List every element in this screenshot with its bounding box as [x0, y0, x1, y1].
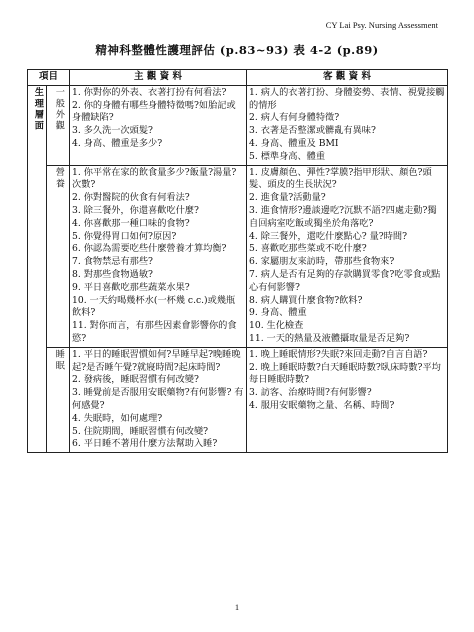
category-cell — [28, 85, 47, 452]
column-header-objective: 客 觀 資 料 — [247, 70, 448, 86]
list-item: 1. 你平常在家的飲食量多少?飯量?湯量?次數? — [72, 166, 237, 191]
list-item: 6. 你認為需要吃些什麼營養才算均衡? — [72, 243, 227, 255]
list-item: 3. 訪客、治療時間?有何影響? — [249, 387, 372, 399]
section-label: 營養 — [53, 166, 65, 189]
list-item: 2. 進食量?活動量? — [249, 192, 326, 204]
section-label-cell — [47, 85, 70, 165]
list-item: 11. 對你而言，有那些因素會影響你的食慾? — [72, 320, 237, 344]
list-item: 3. 多久洗一次頭髮? — [72, 125, 153, 137]
subjective-list — [72, 87, 244, 151]
page-number: 1 — [234, 602, 240, 612]
list-item: 2. 晚上睡眠時數?白天睡眠時數?臥床時數?平均每日睡眠時數? — [249, 361, 441, 386]
list-item: 7. 病人是否有足夠的存款購買零食?吃零食或點心有何影響? — [249, 268, 441, 293]
table-header-row — [28, 70, 448, 86]
page-title: 精神科整體性護理評估 (p.83~93) 表 4-2 (p.89) — [95, 43, 379, 57]
list-item: 11. 一天的熱量及液體攝取量是否足夠? — [249, 332, 410, 344]
list-item: 2. 發病後，睡眠習慣有何改變? — [72, 374, 199, 386]
list-item: 2. 你對醫院的伙食有何看法? — [72, 192, 190, 204]
category-label: 生理層面 — [32, 86, 44, 132]
table-row — [28, 85, 448, 165]
column-header-subjective: 主 觀 資 料 — [70, 70, 247, 86]
list-item: 4. 你喜歡那一種口味的食物? — [72, 217, 190, 229]
list-item: 4. 身高、體重是多少? — [72, 137, 163, 149]
subjective-list — [72, 167, 244, 346]
list-item: 4. 身高、體重及 BMI — [249, 137, 339, 149]
objective-list — [249, 167, 445, 346]
objective-cell — [247, 85, 448, 165]
section-label-cell — [47, 165, 70, 347]
list-item: 5. 住院期間，睡眠習慣有何改變? — [72, 425, 209, 437]
table-row — [28, 347, 448, 452]
list-item: 10. 生化檢查 — [249, 320, 304, 332]
list-item: 1. 晚上睡眠情形?失眠?來回走動?自言自語? — [249, 348, 428, 360]
section-label: 一般外觀 — [53, 86, 65, 132]
subjective-list — [72, 349, 244, 451]
list-item: 8. 對那些食物過敏? — [72, 268, 153, 280]
running-header: CY Lai Psy. Nursing Assessment — [325, 20, 438, 30]
objective-cell — [247, 347, 448, 452]
list-item: 1. 你對你的外表、衣著打扮有何看法? — [72, 86, 227, 98]
column-header-item: 項目 — [28, 70, 70, 86]
list-item: 6. 家屬朋友來訪時，帶那些食物來? — [249, 256, 395, 268]
list-item: 5. 喜歡吃那些菜或不吃什麼? — [249, 243, 367, 255]
list-item: 10. 一天約喝幾杯水(一杯幾 c.c.)或幾瓶飲料? — [72, 294, 236, 319]
section-label-cell — [47, 347, 70, 452]
list-item: 3. 進食情形?邊談邊吃?沉默不語?四處走動?獨自回病室吃飯或獨坐於角落吃? — [249, 204, 437, 229]
objective-list — [249, 87, 445, 164]
objective-cell — [247, 165, 448, 347]
list-item: 8. 病人購買什麼食物?飲料? — [249, 294, 363, 306]
subjective-cell — [70, 85, 247, 165]
table-row — [28, 165, 448, 347]
list-item: 6. 平日睡不著用什麼方法幫助入睡? — [72, 438, 218, 450]
list-item: 1. 皮膚顏色、彈性?掌膜?指甲形狀、顏色?頭髮、頭皮的生長狀況? — [249, 166, 432, 191]
subjective-cell — [70, 165, 247, 347]
list-item: 4. 失眠時，如何處理? — [72, 412, 163, 424]
list-item: 4. 服用安眠藥物之量、名稱、時間? — [249, 399, 395, 411]
section-label: 睡眠 — [53, 348, 65, 372]
list-item: 9. 身高、體重 — [249, 307, 307, 319]
list-item: 1. 病人的衣著打扮、身體姿勢、表情、視覺接觸的情形 — [249, 86, 445, 111]
list-item: 3. 睡覺前是否服用安眠藥物?有何影響? 有何感覺? — [72, 387, 244, 411]
list-item: 3. 除三餐外，你還喜歡吃什麼? — [72, 204, 199, 216]
list-item: 9. 平日喜歡吃那些蔬菜水果? — [72, 281, 190, 293]
subjective-cell — [70, 347, 247, 452]
list-item: 3. 衣著是否整潔或髒亂有異味? — [249, 125, 376, 137]
list-item: 4. 除三餐外，還吃什麼點心? 量?時間? — [249, 230, 408, 242]
assessment-table — [27, 69, 448, 453]
list-item: 1. 平日的睡眠習慣如何?早睡早起?晚睡晚起?是否睡午覺?就寢時間?起床時間? — [72, 348, 241, 373]
list-item: 2. 你的身體有哪些身體特徵嗎?如胎記或身體缺陷? — [72, 99, 236, 124]
list-item: 7. 食物禁忌有那些? — [72, 256, 153, 268]
list-item: 2. 病人有何身體特徵? — [249, 112, 340, 124]
objective-list — [249, 349, 445, 413]
list-item: 5. 你覺得胃口如何?原因? — [72, 230, 177, 242]
list-item: 5. 標準身高、體重 — [249, 150, 326, 162]
